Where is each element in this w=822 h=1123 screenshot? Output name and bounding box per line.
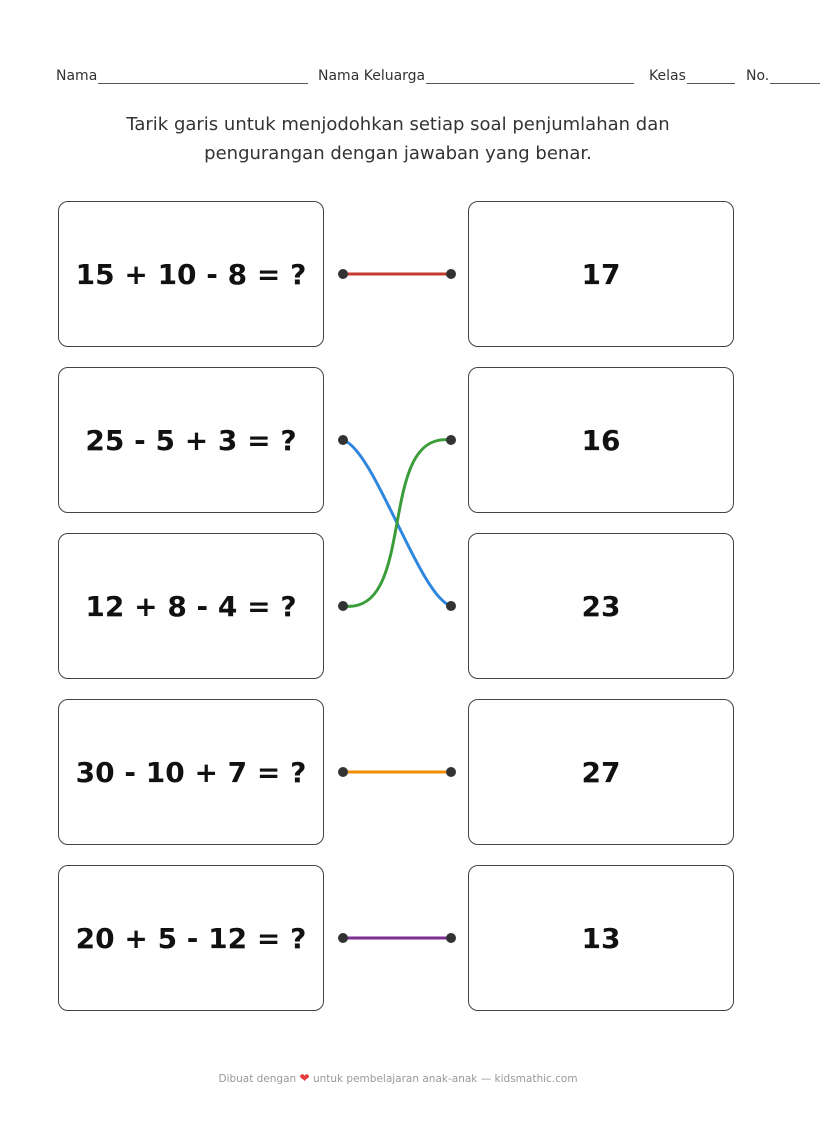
name-line[interactable] [98, 68, 308, 84]
name-label: Nama [56, 68, 98, 84]
question-text: 15 + 10 - 8 = ? [75, 257, 307, 291]
answer-text: 27 [581, 755, 621, 789]
question-text: 30 - 10 + 7 = ? [75, 755, 307, 789]
class-field[interactable] [649, 68, 735, 84]
answer-card-2 [468, 367, 734, 513]
answer-card-3 [468, 533, 734, 679]
answer-card-4 [468, 699, 734, 845]
instructions-line-2: pengurangan dengan jawaban yang benar. [204, 143, 592, 164]
match-line-3 [343, 440, 451, 607]
answer-card-1 [468, 201, 734, 347]
instructions [100, 110, 696, 168]
question-dot-5[interactable] [338, 933, 348, 943]
question-card-1 [58, 201, 324, 347]
family-name-field[interactable] [318, 68, 634, 84]
question-dot-1[interactable] [338, 269, 348, 279]
question-card-4 [58, 699, 324, 845]
name-field[interactable] [56, 68, 308, 84]
answer-dot-2[interactable] [446, 435, 456, 445]
answer-dot-3[interactable] [446, 601, 456, 611]
question-card-2 [58, 367, 324, 513]
question-dot-4[interactable] [338, 767, 348, 777]
question-dot-3[interactable] [338, 601, 348, 611]
answer-text: 13 [581, 921, 621, 955]
question-text: 20 + 5 - 12 = ? [75, 921, 307, 955]
number-line[interactable] [770, 68, 820, 84]
question-text: 25 - 5 + 3 = ? [85, 423, 297, 457]
footer-text-after: untuk pembelajaran anak-anak — kidsmathic.com [312, 1073, 578, 1085]
question-text: 12 + 8 - 4 = ? [85, 589, 297, 623]
answer-dot-1[interactable] [446, 269, 456, 279]
answer-text: 16 [581, 423, 621, 457]
answer-card-5 [468, 865, 734, 1011]
footer [0, 1071, 796, 1085]
class-label: Kelas [649, 68, 686, 84]
answer-dot-5[interactable] [446, 933, 456, 943]
footer-text-before: Dibuat dengan [218, 1073, 297, 1085]
question-dot-2[interactable] [338, 435, 348, 445]
number-label: No. [746, 68, 770, 84]
heart-icon: ❤ [299, 1071, 310, 1085]
answer-text: 17 [581, 257, 621, 291]
question-card-5 [58, 865, 324, 1011]
family-name-line[interactable] [426, 68, 634, 84]
answer-text: 23 [581, 589, 621, 623]
question-card-3 [58, 533, 324, 679]
class-line[interactable] [687, 68, 735, 84]
number-field[interactable] [746, 68, 820, 84]
instructions-line-1: Tarik garis untuk menjodohkan setiap soal penjumlahan dan [126, 114, 670, 135]
match-line-2 [343, 440, 451, 606]
answer-dot-4[interactable] [446, 767, 456, 777]
family-name-label: Nama Keluarga [318, 68, 426, 84]
student-info-header [56, 68, 822, 88]
